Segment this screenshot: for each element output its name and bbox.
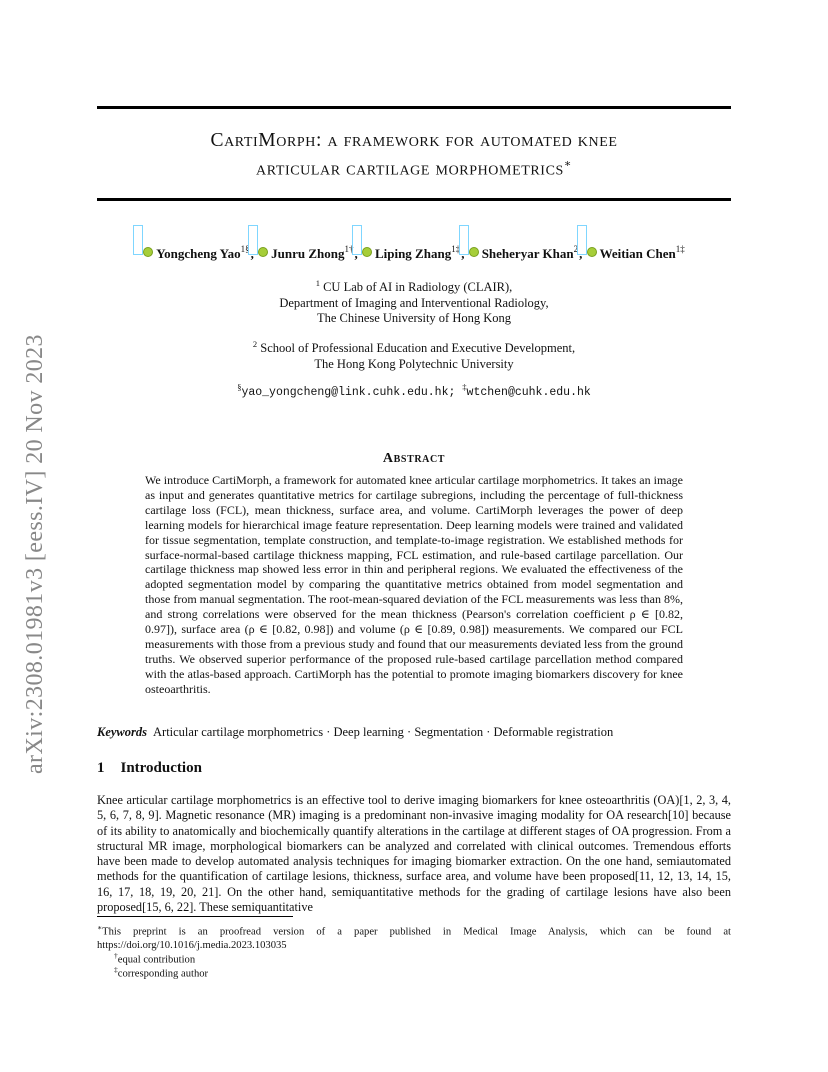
section-title: Introduction [120,760,202,776]
arxiv-identifier: arXiv:2308.01981v3 [eess.IV] 20 Nov 2023 [22,334,48,774]
email-link-1[interactable]: yao_yongcheng@link.cuhk.edu.hk; [241,385,456,399]
footnote-equal-contribution: †equal contribution [114,951,196,966]
orcid-link-box[interactable] [352,225,362,255]
affiliation-1: $^1$ CU Lab of AI in Radiology (CLAIR), Department of Imaging and Interventional Radiology, The Chinese University of Hong Kong [279,278,549,326]
paper-title-line-1: CartiMorph: a framework for automated knee [210,130,618,151]
author-5[interactable]: Weitian Chen$^{1\ddagger}$ [587,244,685,262]
footnote-preprint: ∗This preprint is an proofread version of a paper published in Medical Image Analysis, which can be found at https://doi.org/10.1016/j.media.2023.103035 [97,923,731,952]
keywords-text: Articular cartilage morphometrics · Deep learning · Segmentation · Deformable registration [153,725,614,739]
author-3[interactable]: Liping Zhang$^{1\ddagger}$ [362,244,460,262]
orcid-link-box[interactable] [577,225,587,255]
affiliation-2: $^2$ School of Professional Education and Executive Development, The Hong Kong Polytechnic University [252,339,576,371]
paper-title-line-2: articular cartilage morphometrics∗ [256,158,572,180]
footnote-corresponding-author: ‡corresponding author [114,965,209,980]
author-2[interactable]: Junru Zhong$^{1\dagger}$ [258,244,353,262]
orcid-link-box[interactable] [133,225,143,255]
title-rule-top [97,106,731,109]
orcid-icon[interactable] [587,247,597,257]
title-footnote-mark: ∗ [563,158,572,170]
keywords [97,725,731,740]
section-number: 1 [97,760,105,776]
orcid-icon[interactable] [362,247,372,257]
orcid-link-box[interactable] [459,225,469,255]
title-rule-bottom [97,198,731,201]
author-4[interactable]: Sheheryar Khan$^2$ [469,244,578,262]
introduction-text: Knee articular cartilage morphometrics is an effective tool to derive imaging biomarkers for knee osteoarthritis (OA)[1, 2, 3, 4, 5, 6, 7, 8, 9]. Magnetic resonance (MR) imaging is a predominant non-invasive imaging modality for OA research[10] because of its ability to anatomically and biochemically quantify alterations in the cartilage at different stages of OA progression. From a structural MR image, morphological biomarkers can be analyzed and correlated with clinical outcomes. Tremendous efforts have been made to develop automated analysis techniques for imaging biomarker extraction. On the one hand, semiautomated methods for the quantification of cartilage lesions, thickness, surface area, and volume have been proposed[11, 12, 13, 14, 15, 16, 17, 18, 19, 20, 21]. On the other hand, semiquantitative methods for the grading of cartilage lesions have also been proposed[15, 6, 22]. These semiquantitative [97,793,731,915]
author-list: Yongcheng Yao$^{1\S}$, Junru Zhong$^{1\dagger}$, Liping Zhang$^{1\ddagger}$, Sheheryar Khan$^2$, Weitian Chen$^{1\ddagger}$ [97,244,731,262]
section-heading [97,760,202,777]
contact-emails: §yao_yongcheng@link.cuhk.edu.hk; ‡wtchen@cuhk.edu.hk [237,382,591,399]
orcid-icon[interactable] [258,247,268,257]
abstract-heading: Abstract [382,451,446,466]
orcid-icon[interactable] [143,247,153,257]
keywords-label: Keywords [97,725,147,739]
abstract-text: We introduce CartiMorph, a framework for automated knee articular cartilage morphometrics. It takes an image as input and generates quantitative metrics for cartilage subregions, including the percentage of full-thickness cartilage loss (FCL), mean thickness, surface area, and volume. CartiMorph leverages the power of deep learning models for hierarchical image feature representation. Deep learning models were trained and validated for tissue segmentation, template construction, and template-to-image registration. We established methods for surface-normal-based cartilage thickness mapping, FCL estimation, and rule-based cartilage parcellation. Our cartilage thickness map showed less error in thin and peripheral regions. We evaluated the effectiveness of the adopted segmentation model by comparing the quantitative metrics obtained from model segmentation and those from manual segmentation. The root-mean-squared deviation of the FCL measurements was less than 8%, and strong correlations were observed for the mean thickness (Pearson's correlation coefficient ρ ∈ [0.82, 0.97]), surface area (ρ ∈ [0.82, 0.98]) and volume (ρ ∈ [0.89, 0.98]) measurements. We compared our FCL measurements with those from a previous study and found that our measurements deviated less from the ground truths. We observed superior performance of the proposed rule-based cartilage parcellation method compared with the atlas-based approach. CartiMorph has the potential to promote imaging biomarkers discovery for knee osteoarthritis. [145,473,683,696]
email-link-2[interactable]: wtchen@cuhk.edu.hk [466,385,591,399]
orcid-link-box[interactable] [248,225,258,255]
author-1[interactable]: Yongcheng Yao$^{1\S}$ [143,244,249,262]
orcid-icon[interactable] [469,247,479,257]
footnote-rule [97,916,293,917]
